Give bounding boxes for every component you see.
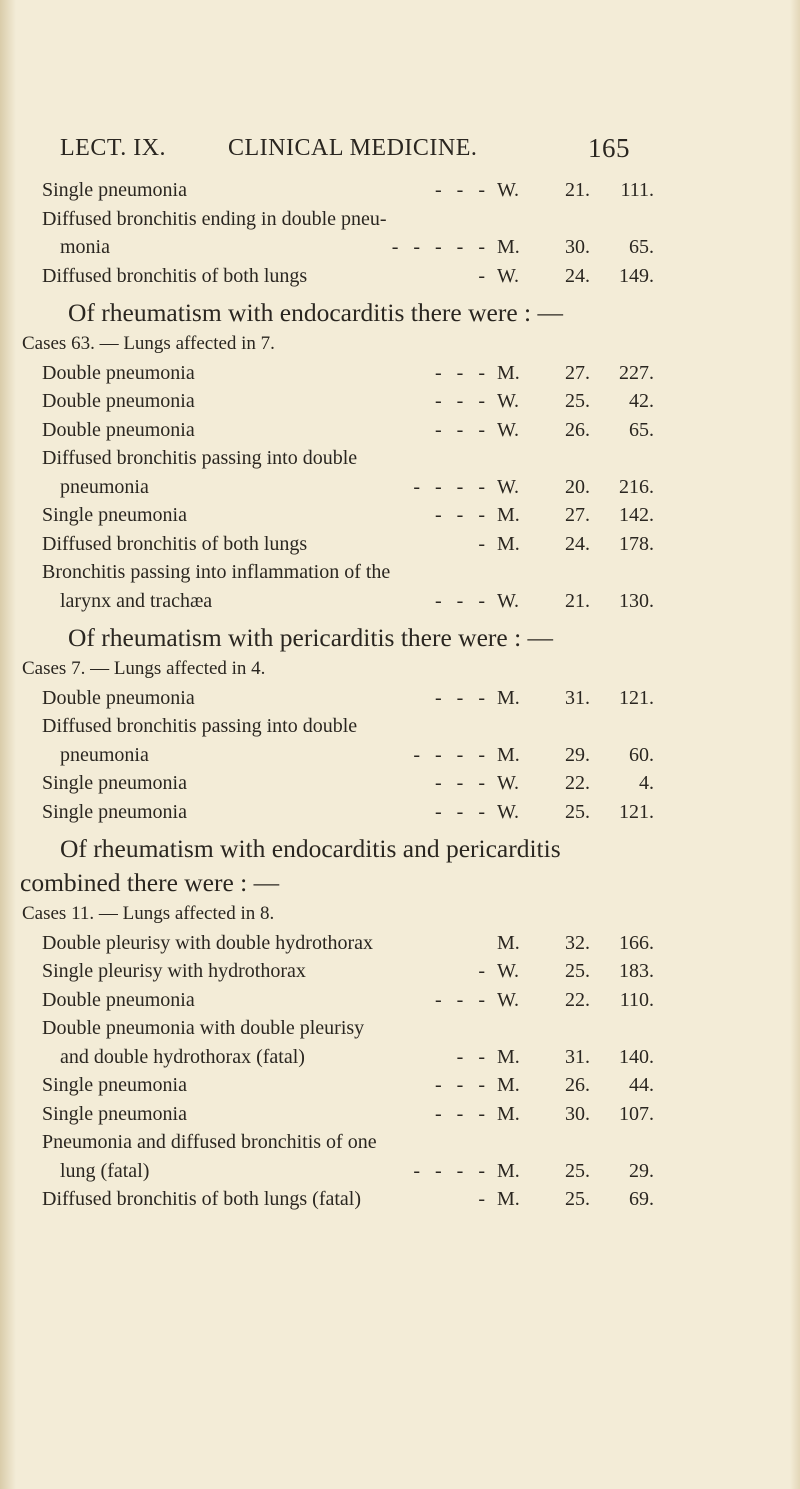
case-description-continued: pneumonia — [60, 475, 149, 498]
case-entry-continued — [0, 587, 800, 615]
case-entry — [0, 416, 800, 444]
sex-value: M. — [497, 931, 520, 954]
case-entry — [0, 444, 800, 472]
sex-value: M. — [497, 1074, 520, 1096]
case-description: Diffused bronchitis passing into double — [42, 715, 358, 737]
days-value: 65. — [629, 236, 654, 258]
leader-dashes: - — [478, 960, 485, 982]
sex-value: M. — [497, 236, 520, 258]
section-heading: Of rheumatism with endocarditis there were : — — [68, 298, 563, 327]
case-description: Double pneumonia — [42, 988, 195, 1011]
case-entry — [0, 986, 800, 1014]
sex-value: W. — [497, 179, 520, 201]
sex-value: W. — [497, 772, 520, 794]
age-value: 25. — [565, 1159, 590, 1182]
sex-value: M. — [497, 686, 520, 709]
case-description: Diffused bronchitis passing into double — [42, 447, 358, 469]
sex-value: M. — [497, 361, 520, 384]
days-value: 69. — [629, 1188, 654, 1210]
sex-value: M. — [497, 532, 520, 555]
case-description: Single pneumonia — [42, 1102, 187, 1125]
cases-summary: Cases 7. — Lungs affected in 4. — [22, 658, 266, 679]
sex-value: W. — [497, 960, 520, 982]
leader-dashes: - - - — [435, 800, 485, 823]
age-value: 24. — [565, 264, 590, 287]
case-entry — [0, 957, 800, 985]
case-description: Single pneumonia — [42, 504, 187, 526]
case-entry-continued — [0, 233, 800, 261]
days-value: 227. — [619, 361, 654, 384]
case-entry — [0, 558, 800, 586]
case-description: Single pleurisy with hydrothorax — [42, 960, 306, 982]
case-description: Diffused bronchitis of both lungs — [42, 532, 308, 555]
sex-value: W. — [497, 390, 520, 412]
case-entry — [0, 176, 800, 204]
sex-value: M. — [497, 1045, 520, 1068]
age-value: 25. — [565, 1188, 590, 1210]
case-description: Single pneumonia — [42, 772, 187, 794]
case-description-continued: pneumonia — [60, 743, 149, 766]
sex-value: W. — [497, 988, 520, 1011]
age-value: 32. — [565, 931, 590, 954]
running-head — [60, 135, 630, 175]
case-entry — [0, 684, 800, 712]
days-value: 166. — [619, 931, 654, 954]
age-value: 30. — [565, 236, 590, 258]
case-description: Single pneumonia — [42, 800, 187, 823]
leader-dashes: - - - — [435, 361, 485, 384]
days-value: 121. — [619, 800, 654, 823]
leader-dashes: - - - - — [413, 1159, 485, 1182]
case-entry — [0, 205, 800, 233]
case-entry — [0, 262, 800, 290]
leader-dashes: - — [478, 264, 485, 287]
case-entry-continued — [0, 1157, 800, 1185]
case-description: Double pneumonia with double pleurisy — [42, 1017, 365, 1039]
days-value: 183. — [619, 960, 654, 982]
age-value: 30. — [565, 1102, 590, 1125]
age-value: 20. — [565, 475, 590, 498]
days-value: 60. — [629, 743, 654, 766]
section-heading-continued: combined there were : — — [20, 868, 280, 897]
days-value: 121. — [619, 686, 654, 709]
case-description: Double pneumonia — [42, 686, 195, 709]
case-description: Pneumonia and diffused bronchitis of one — [42, 1131, 377, 1153]
case-entry — [0, 712, 800, 740]
case-entry — [0, 1014, 800, 1042]
sex-value: W. — [497, 589, 520, 612]
leader-dashes: - - — [456, 1045, 485, 1068]
case-entry — [0, 1071, 800, 1099]
case-entry — [0, 798, 800, 826]
days-value: 65. — [629, 418, 654, 441]
case-description: Diffused bronchitis of both lungs — [42, 264, 308, 287]
case-entry — [0, 530, 800, 558]
sex-value: M. — [497, 1159, 520, 1182]
leader-dashes: - - - - — [413, 743, 485, 766]
case-description-continued: lung (fatal) — [60, 1159, 150, 1182]
leader-dashes: - - - - — [413, 475, 485, 498]
days-value: 216. — [619, 475, 654, 498]
leader-dashes: - - - — [435, 772, 485, 794]
section-heading: Of rheumatism with pericarditis there were : — — [68, 623, 554, 652]
case-description: Double pneumonia — [42, 390, 195, 412]
age-value: 31. — [565, 1045, 590, 1068]
days-value: 149. — [619, 264, 654, 287]
case-description: Bronchitis passing into inflammation of the — [42, 561, 391, 583]
case-entry — [0, 769, 800, 797]
age-value: 31. — [565, 686, 590, 709]
sex-value: M. — [497, 1102, 520, 1125]
case-description: Double pleurisy with double hydrothorax — [42, 931, 374, 954]
days-value: 110. — [619, 988, 654, 1011]
sex-value: M. — [497, 743, 520, 766]
age-value: 29. — [565, 743, 590, 766]
age-value: 27. — [565, 504, 590, 526]
case-entry — [0, 929, 800, 957]
case-description: Double pneumonia — [42, 418, 195, 441]
age-value: 25. — [565, 960, 590, 982]
age-value: 24. — [565, 532, 590, 555]
case-entry-continued — [0, 473, 800, 501]
leader-dashes: - - - - - — [391, 236, 485, 258]
cases-summary: Cases 63. — Lungs affected in 7. — [22, 333, 275, 354]
days-value: 107. — [619, 1102, 654, 1125]
days-value: 130. — [619, 589, 654, 612]
case-entry — [0, 501, 800, 529]
case-description: Single pneumonia — [42, 179, 187, 201]
case-description: Double pneumonia — [42, 361, 195, 384]
case-entry — [0, 1100, 800, 1128]
case-entry — [0, 1128, 800, 1156]
case-entry-continued — [0, 741, 800, 769]
sex-value: W. — [497, 264, 520, 287]
leader-dashes: - - - — [435, 1074, 485, 1096]
age-value: 26. — [565, 418, 590, 441]
leader-dashes: - - - — [435, 589, 485, 612]
case-entry — [0, 359, 800, 387]
cases-summary: Cases 11. — Lungs affected in 8. — [22, 903, 275, 924]
leader-dashes: - — [478, 1188, 485, 1210]
age-value: 25. — [565, 390, 590, 412]
age-value: 27. — [565, 361, 590, 384]
sex-value: M. — [497, 1188, 520, 1210]
section-heading: Of rheumatism with endocarditis and pericarditis — [60, 834, 561, 863]
age-value: 22. — [565, 988, 590, 1011]
case-entry — [0, 387, 800, 415]
days-value: 111. — [620, 179, 654, 201]
sex-value: W. — [497, 418, 520, 441]
days-value: 42. — [629, 390, 654, 412]
leader-dashes: - - - — [435, 504, 485, 526]
lecture-number: LECT. IX. — [60, 135, 167, 161]
days-value: 44. — [629, 1074, 654, 1096]
leader-dashes: - - - — [435, 418, 485, 441]
leader-dashes: - - - — [435, 1102, 485, 1125]
sex-value: W. — [497, 475, 520, 498]
case-description-continued: and double hydrothorax (fatal) — [60, 1045, 305, 1068]
sex-value: W. — [497, 800, 520, 823]
case-entry-continued — [0, 1043, 800, 1071]
age-value: 22. — [565, 772, 590, 794]
days-value: 142. — [619, 504, 654, 526]
days-value: 29. — [629, 1159, 654, 1182]
case-description: Single pneumonia — [42, 1074, 187, 1096]
age-value: 21. — [565, 589, 590, 612]
leader-dashes: - — [478, 532, 485, 555]
sex-value: M. — [497, 504, 520, 526]
days-value: 4. — [639, 772, 654, 794]
case-description: Diffused bronchitis ending in double pneu- — [42, 207, 387, 230]
case-description-continued: larynx and trachæa — [60, 589, 213, 612]
leader-dashes: - - - — [435, 686, 485, 709]
case-entry — [0, 1185, 800, 1213]
days-value: 140. — [619, 1045, 654, 1068]
case-description-continued: monia — [60, 236, 110, 258]
book-title: CLINICAL MEDICINE. — [228, 135, 478, 161]
leader-dashes: - - - — [435, 988, 485, 1011]
case-description: Diffused bronchitis of both lungs (fatal) — [42, 1188, 362, 1210]
age-value: 25. — [565, 800, 590, 823]
page-number: 165 — [588, 133, 630, 163]
days-value: 178. — [619, 532, 654, 555]
leader-dashes: - - - — [435, 179, 485, 201]
leader-dashes: - - - — [435, 390, 485, 412]
age-value: 26. — [565, 1074, 590, 1096]
age-value: 21. — [565, 179, 590, 201]
